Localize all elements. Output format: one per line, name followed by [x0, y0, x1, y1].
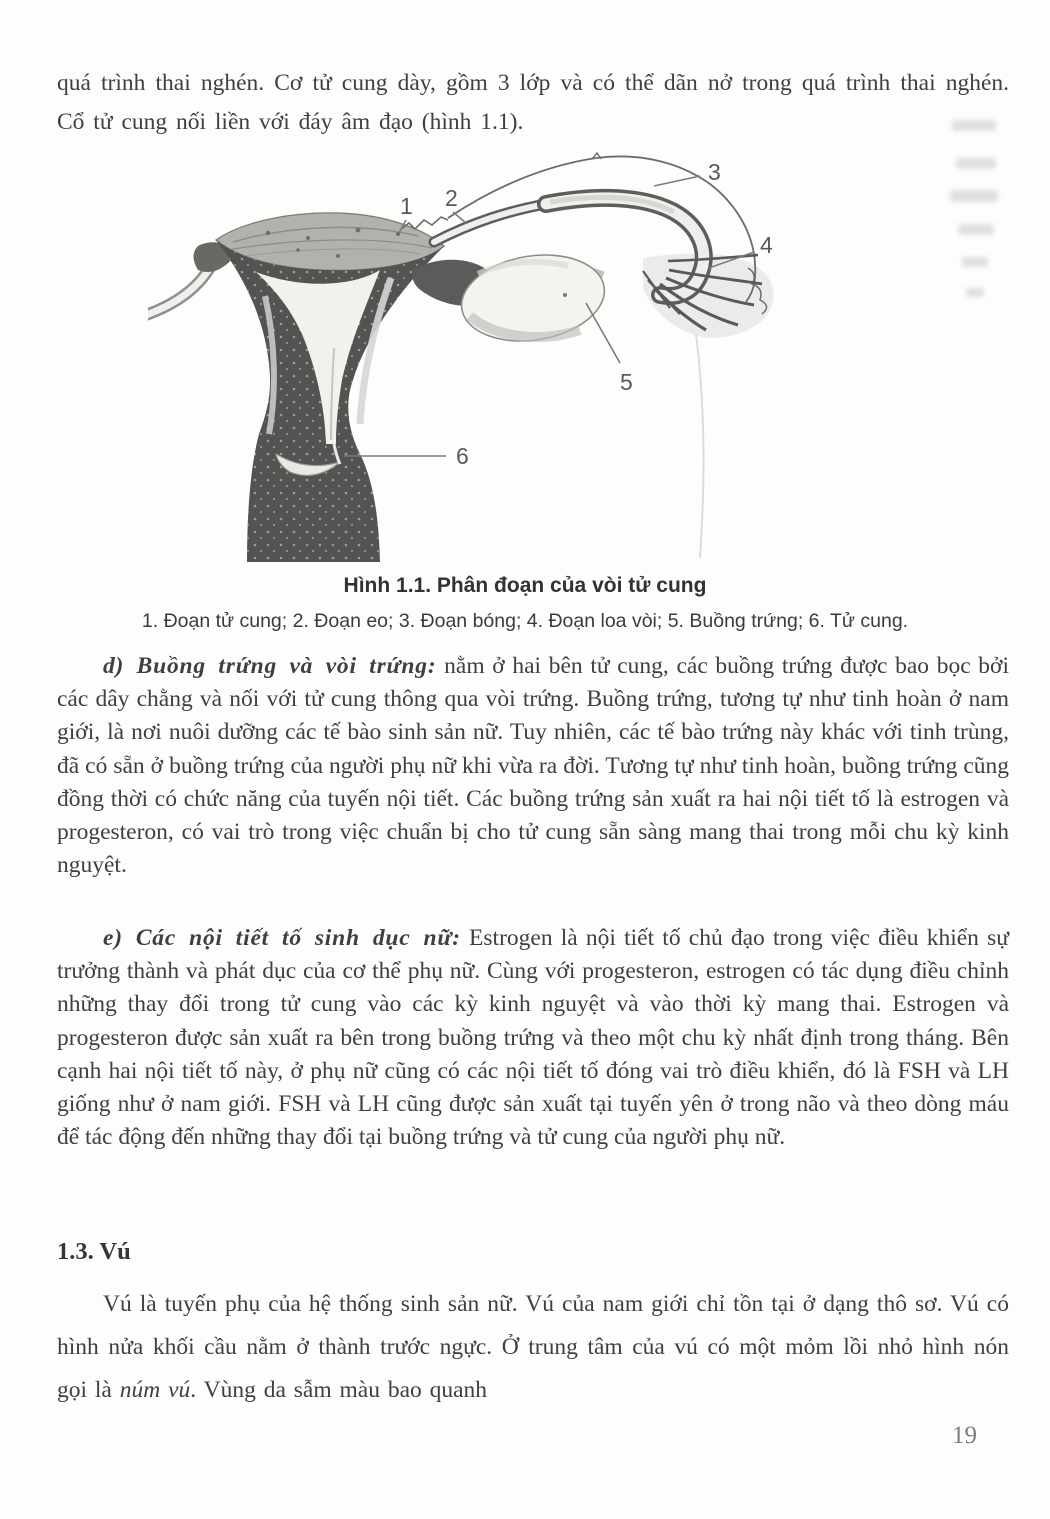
figure-label-6: 6: [456, 443, 469, 469]
bleed-through-mark: [958, 224, 994, 235]
figure-legend: 1. Đoạn tử cung; 2. Đoạn eo; 3. Đoạn bóng; 4. Đoạn loa vòi; 5. Buồng trứng; 6. Tử cung.: [141, 610, 909, 632]
bleed-through-mark: [962, 257, 988, 267]
figure-label-3: 3: [708, 159, 721, 185]
paragraph-d: [57, 650, 1009, 882]
intro-paragraph: quá trình thai nghén. Cơ tử cung dày, gồm 3 lớp và có thể dãn nở trong quá trình thai nghén. Cổ tử cung nối liền với đáy âm đạo (hình 1.1).: [57, 70, 1009, 135]
section-heading-1-3: 1.3. Vú: [57, 1238, 131, 1265]
paragraph-e-lead: e) Các nội tiết tố sinh dục nữ:: [103, 925, 461, 951]
scan-fold-artifact: [696, 334, 703, 558]
page-number: 19: [952, 1422, 977, 1449]
paragraph-d-body: nằm ở hai bên tử cung, các buồng trứng được bao bọc bởi các dây chằng và nối với tử cung thông qua vòi trứng. Buồng trứng, tương tự như tinh hoàn ở nam giới, là nơi nuôi dưỡng các tế bào sinh sản nữ. Tuy nhiên, các tế bào trứng này khác với tinh trùng, đã có sẵn ở buồng trứng của người phụ nữ khi vừa ra đời. Tương tự như tinh hoàn, buồng trứng cũng đồng thời có chức năng của tuyến nội tiết. Các buồng trứng sản xuất ra hai nội tiết tố là estrogen và progesteron, có vai trò trong việc chuẩn bị cho tử cung sẵn sàng mang thai trong mỗi chu kỳ kinh nguyệt.: [57, 653, 1009, 879]
paragraph-vu-before: Vú là tuyến phụ của hệ thống sinh sản nữ. Vú của nam giới chỉ tồn tại ở dạng thô sơ. Vú có hình nửa khối cầu nằm ở thành trước ngực. Ở trung tâm của vú có một mỏm lồi nhỏ hình nón gọi là: [57, 1291, 1009, 1403]
figure-anatomy-drawing: [148, 138, 848, 568]
figure-label-2: 2: [445, 185, 458, 211]
figure-label-4: 4: [760, 232, 773, 258]
figure-caption: Hình 1.1. Phân đoạn của vòi tử cung: [343, 574, 707, 597]
bleed-through-mark: [952, 120, 996, 131]
bleed-through-mark: [956, 158, 996, 169]
bleed-through-mark: [950, 190, 998, 202]
ovary-speck: [563, 293, 567, 297]
paragraph-e: [57, 922, 1009, 1154]
figure-label-1: 1: [400, 193, 413, 219]
paragraph-vu: [57, 1283, 1009, 1412]
paragraph-e-body: Estrogen là nội tiết tố chủ đạo trong việc điều khiển sự trưởng thành và phát dục của cơ thể phụ nữ. Cùng với progesteron, estrogen có tác dụng điều chỉnh những thay đổi trong tử cung vào các kỳ kinh nguyệt và vào thời kỳ mang thai. Estrogen và progesteron được sản xuất ra bên trong buồng trứng và theo một chu kỳ nhất định trong tháng. Bên cạnh hai nội tiết tố này, ở phụ nữ cũng có các nội tiết tố đóng vai trò điều khiển, đó là FSH và LH giống như ở nam giới. FSH và LH cũng được sản xuất tại tuyến yên ở trong não và theo dòng máu để tác động đến những thay đổi tại buồng trứng và tử cung của người phụ nữ.: [57, 925, 1009, 1151]
paragraph-vu-after: . Vùng da sẫm màu bao quanh: [190, 1377, 488, 1403]
paragraph-d-lead: d) Buồng trứng và vòi trứng:: [103, 653, 437, 679]
figure-label-5: 5: [620, 369, 633, 395]
paragraph-vu-term: núm vú: [119, 1377, 191, 1403]
bleed-through-mark: [966, 288, 984, 297]
